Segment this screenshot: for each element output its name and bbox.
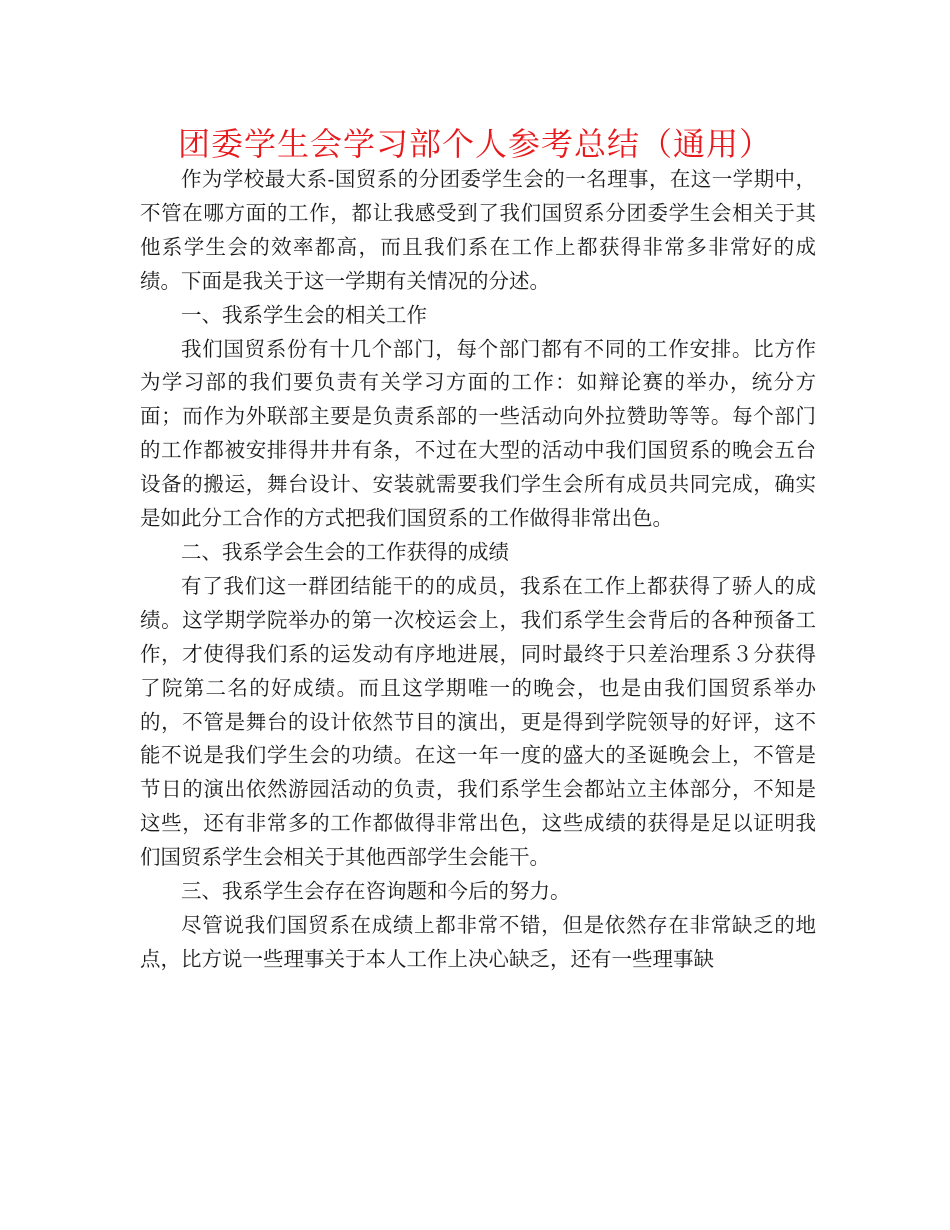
paragraph-section-3: 尽管说我们国贸系在成绩上都非常不错，但是依然存在非常缺乏的地点，比方说一些理事关于本人工作上决心缺乏，还有一些理事缺 <box>140 912 816 971</box>
section-heading-1: 一、我系学生会的相关工作 <box>181 302 427 327</box>
document-title: 团委学生会学习部个人参考总结（通用） <box>177 125 772 163</box>
section-heading-2: 二、我系学会生会的工作获得的成绩 <box>181 539 509 564</box>
paragraph-section-1: 我们国贸系份有十几个部门，每个部门都有不同的工作安排。比方作为学习部的我们要负责有关学习方面的工作：如辩论赛的举办，统分方面；而作为外联部主要是负责系部的一些活动向外拉赞助等等。每个部门的工作都被安排得井井有条，不过在大型的活动中我们国贸系的晚会五台设备的搬运，舞台设计、安装就需要我们学生会所有成员共同完成，确实是如此分工合作的方式把我们国贸系的工作做得非常出色。 <box>140 336 816 531</box>
paragraph-section-2: 有了我们这一群团结能干的的成员，我系在工作上都获得了骄人的成绩。这学期学院举办的第一次校运会上，我们系学生会背后的各种预备工作，才使得我们系的运发动有序地进展，同时最终于只差治理系３分获得了院第二名的好成绩。而且这学期唯一的晚会，也是由我们国贸系举办的，不管是舞台的设计依然节目的演出，更是得到学院领导的好评，这不能不说是我们学生会的功绩。在这一年一度的盛大的圣诞晚会上，不管是节日的演出依然游园活动的负责，我们系学生会都站立主体部分，不知是这些，还有非常多的工作都做得非常出色，这些成绩的获得是足以证明我们国贸系学生会相关于其他西部学生会能干。 <box>140 573 816 870</box>
document-body <box>140 163 816 977</box>
paragraph-intro: 作为学校最大系-国贸系的分团委学生会的一名理事，在这一学期中，不管在哪方面的工作，都让我感受到了我们国贸系分团委学生会相关于其他系学生会的效率都高，而且我们系在工作上都获得非常多非常好的成绩。下面是我关于这一学期有关情况的分述。 <box>140 167 816 293</box>
section-heading-3: 三、我系学生会存在咨询题和今后的努力。 <box>181 879 571 904</box>
